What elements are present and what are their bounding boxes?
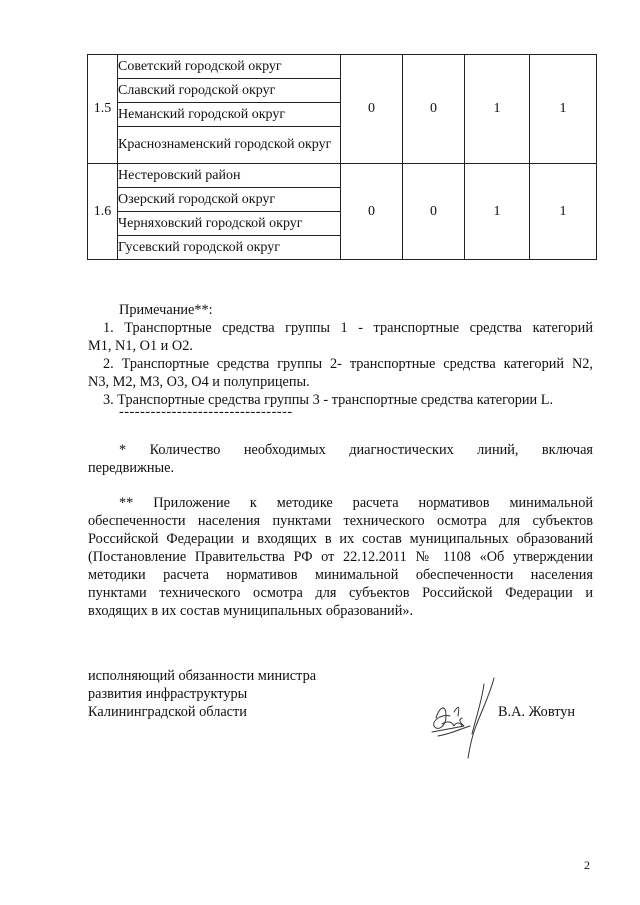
- footnote-double-star: ** Приложение к методике расчета нормативов минимальной: [119, 495, 593, 511]
- district-name: Нестеровский район: [118, 164, 341, 188]
- group-number: 1.5: [88, 55, 118, 164]
- value-cell: 1: [530, 55, 597, 164]
- footnote-star-cont: передвижные.: [88, 460, 175, 476]
- signatory-title: исполняющий обязанности министра: [88, 668, 317, 684]
- note-item-3: 3. Транспортные средства группы 3 - транспортные средства категории L.: [103, 392, 554, 408]
- district-name: Советский городской округ: [118, 55, 341, 79]
- footnote-star: * Количество необходимых диагностических линий, включая: [119, 442, 593, 458]
- value-cell: 1: [530, 164, 597, 260]
- signatory-title: развития инфраструктуры: [88, 686, 248, 702]
- value-cell: 0: [341, 55, 403, 164]
- footnote-line: пунктами технического осмотра для субъектов Российской Федерации и: [88, 585, 593, 601]
- district-name: Черняховский городской округ: [118, 212, 341, 236]
- district-name: Краснознаменский городской округ: [118, 127, 341, 164]
- footnote-line: обеспеченности населения пунктами технического осмотра для субъектов: [88, 513, 593, 529]
- table-row: [88, 164, 597, 188]
- page-number: 2: [584, 858, 590, 872]
- note-item-1-cont: M1, N1, O1 и O2.: [88, 338, 193, 354]
- note-item-1: 1. Транспортные средства группы 1 - транспортные средства категорий: [103, 320, 593, 336]
- technical-inspection-table: [87, 54, 597, 260]
- district-name: Славский городской округ: [118, 79, 341, 103]
- value-cell: 1: [465, 55, 530, 164]
- district-name: Озерский городской округ: [118, 188, 341, 212]
- value-cell: 0: [403, 164, 465, 260]
- value-cell: 0: [341, 164, 403, 260]
- note-item-2: 2. Транспортные средства группы 2- транспортные средства категорий N2,: [103, 356, 593, 372]
- footnote-line: входящих в их состав муниципальных образований».: [88, 603, 414, 619]
- handwritten-signature: [424, 676, 514, 762]
- footnote-line: (Постановление Правительства РФ от 22.12.2011 № 1108 «Об утверждении: [88, 549, 593, 565]
- group-number: 1.6: [88, 164, 118, 260]
- note-item-2-cont: N3, M2, M3, O3, O4 и полуприцепы.: [88, 374, 310, 390]
- separator-line: ---------------------------------: [119, 404, 293, 420]
- table-row: [88, 55, 597, 79]
- district-name: Гусевский городской округ: [118, 236, 341, 260]
- footnote-line: методики расчета нормативов минимальной обеспеченности населения: [88, 567, 593, 583]
- value-cell: 1: [465, 164, 530, 260]
- value-cell: 0: [403, 55, 465, 164]
- district-name: Неманский городской округ: [118, 103, 341, 127]
- footnote-line: Российской Федерации и входящих в их состав муниципальных образований: [88, 531, 593, 547]
- signatory-name: В.А. Жовтун: [498, 704, 576, 720]
- notes-heading: Примечание**:: [119, 302, 213, 318]
- signatory-title: Калининградской области: [88, 704, 247, 720]
